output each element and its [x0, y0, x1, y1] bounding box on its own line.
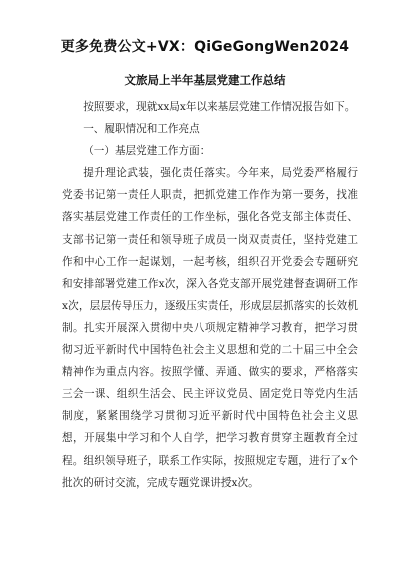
document-title: 文旅局上半年基层党建工作总结 [124, 73, 286, 87]
document-body [62, 96, 358, 494]
section-heading: 一、履职情况和工作亮点 [83, 123, 200, 136]
intro-paragraph: 按照要求，现就xx局x年以来基层党建工作情况报告如下。 [83, 101, 356, 113]
subsection-heading: （一）基层党建工作方面： [83, 145, 211, 158]
watermark-header: 更多免费公文+VX：QiGeGongWen2024 [60, 39, 350, 55]
body-paragraph: 提升理论武装，强化责任落实。今年来，局党委严格履行党委书记第一责任人职责，把抓党建工作作为第一要务，找准落实基层党建工作责任的工作坐标，强化各党支部主体责任、支部书记第一责任和领导班子成员一岗双责责任，坚持党建工作和中心工作一起谋划，一起考核，组织召开党委会专题研究和安排部署党建工作x次，深入各党支部开展党建督查调研工作x次，层层传导压力，逐级压实责任，形成层层抓落实的长效机制。扎实开展深入贯彻中央八项规定精神学习教育，把学习贯彻习近平新时代中国特色社会主义思想和党的二十届三中全会精神作为重点内容。按照学懂、弄通、做实的要求，严格落实三会一课、组织生活会、民主评议党员、固定党日等党内生活制度，紧紧围绕学习贯彻习近平新时代中国特色社会主义思想，开展集中学习和个人自学，把学习教育贯穿主题教育全过程。组织领导班子，联系工作实际，按照规定专题，进行了x个批次的研讨交流，完成专题党课讲授x次。 [62, 167, 358, 489]
